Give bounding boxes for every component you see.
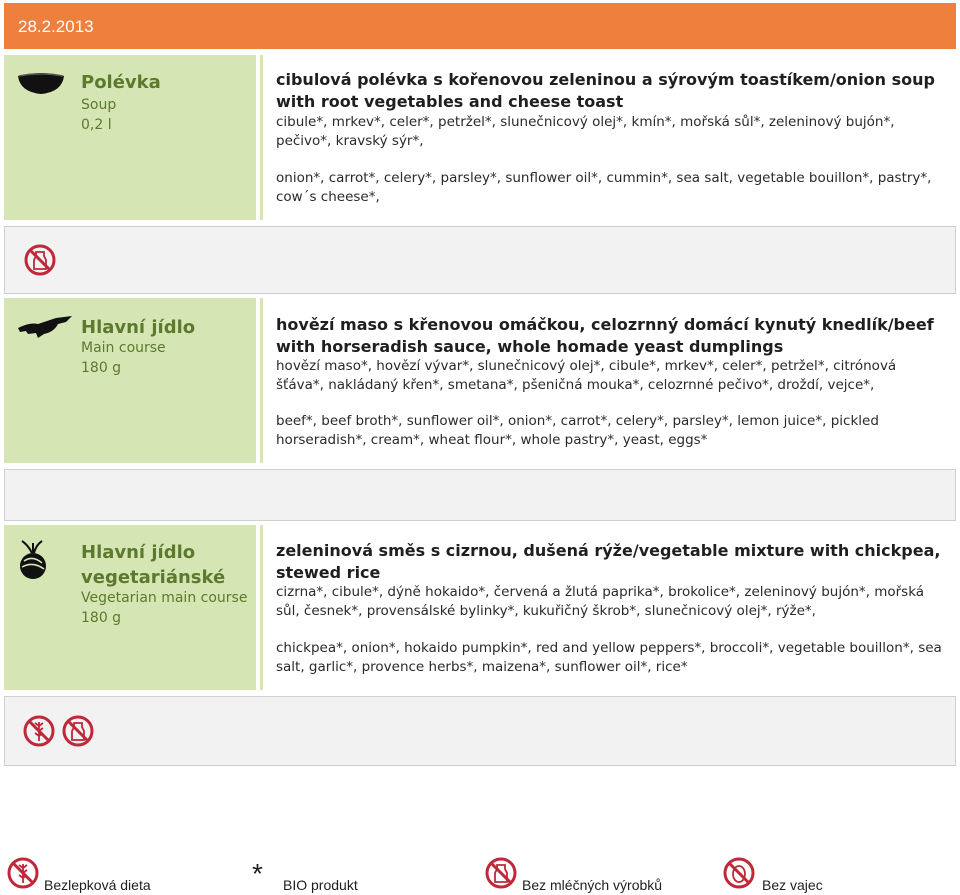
dish-ingredients-en: onion*, carrot*, celery*, parsley*, sunflower oil*, cummin*, sea salt, vegetable bouillon*, pastry*, cow´s cheese*, [276,170,932,205]
course-category: Polévka [81,72,161,93]
allergen-bar-soup [4,226,956,294]
menu-date: 28.2.2013 [18,17,94,36]
course-soup-panel [4,55,256,220]
course-portion: 0,2 l [81,117,112,133]
no-dairy-icon [61,714,95,748]
course-main-panel [4,298,256,463]
crocodile-icon [16,312,74,340]
course-category: Hlavní jídlo [81,317,196,338]
dish-ingredients-cz: cibule*, mrkev*, celer*, petržel*, slunečnicový olej*, kmín*, mořská sůl*, zeleninový bujón*, pečivo*, kravský sýr*, [276,114,895,149]
dish-ingredients-cz: hovězí maso*, hovězí vývar*, slunečnicový olej*, cibule*, mrkev*, celer*, petržel*, citrónová šťáva*, nakládaný křen*, smetana*, pšeničná mouka*, celozrnné pečivo*, droždí, vejce*, [276,358,897,393]
dish-ingredients-en: beef*, beef broth*, sunflower oil*, onion*, carrot*, celery*, parsley*, lemon juice*, pickled horseradish*, cream*, wheat flour*, whole pastry*, yeast, eggs* [276,413,879,448]
allergen-bar-vegetarian [4,696,956,766]
course-portion: 180 g [81,610,122,626]
no-eggs-icon [722,856,756,890]
gluten-free-icon [22,714,56,748]
course-portion: 180 g [81,360,122,376]
legend-bio: BIO produkt [283,877,358,893]
course-category-line2: vegetariánské [81,567,226,588]
dish-vegetarian [260,525,959,690]
vegetable-icon [16,539,50,581]
soup-bowl-icon [16,68,66,96]
dish-soup [260,55,959,220]
legend-no-eggs: Bez vajec [762,877,823,893]
course-category: Hlavní jídlo [81,542,196,563]
dish-title: zeleninová směs s cizrnou, dušená rýže/vegetable mixture with chickpea, stewed rice [276,541,941,582]
course-category-en: Main course [81,340,166,356]
dish-title: hovězí maso s křenovou omáčkou, celozrnný domácí kynutý knedlík/beef with horseradish sauce, whole homade yeast dumplings [276,315,934,356]
dish-title: cibulová polévka s kořenovou zeleninou a sýrovým toastíkem/onion soup with root vegetables and cheese toast [276,70,935,111]
no-dairy-icon [23,243,57,277]
course-vegetarian-panel [4,525,256,690]
course-category-en: Vegetarian main course [81,590,248,606]
allergen-bar-main [4,469,956,521]
legend-no-dairy: Bez mléčných výrobků [522,877,663,893]
date-header [4,3,956,49]
dish-ingredients-en: chickpea*, onion*, hokaido pumpkin*, red and yellow peppers*, broccoli*, vegetable bouillon*, sea salt, garlic*, provence herbs*, maizena*, sunflower oil*, rice* [276,640,942,675]
dish-ingredients-cz: cizrna*, cibule*, dýně hokaido*, červená a žlutá paprika*, brokolice*, zeleninový bujón*, mořská sůl, česnek*, provensálské bylinky*, kukuřičný škrob*, slunečnicový olej*, rýže*, [276,584,925,619]
legend-gluten-free: Bezlepková dieta [44,877,151,893]
gluten-free-icon [6,856,40,890]
dish-main [260,298,959,463]
no-dairy-icon [484,856,518,890]
course-category-en: Soup [81,97,117,113]
bio-star-mark: * [252,858,263,889]
